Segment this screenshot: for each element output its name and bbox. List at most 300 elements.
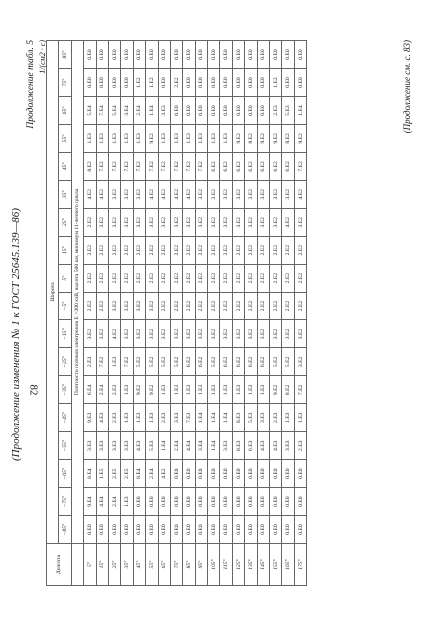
value-cell: 3.E2 bbox=[220, 180, 232, 208]
lat-header: 65° bbox=[59, 97, 71, 125]
value-cell: 6.E2 bbox=[257, 152, 269, 180]
value-cell: 9.E2 bbox=[270, 376, 282, 404]
longitude-cell: 135° bbox=[245, 544, 257, 586]
value-cell: 6.E2 bbox=[195, 348, 207, 376]
value-cell: 6.E2 bbox=[220, 348, 232, 376]
value-cell: 5.E2 bbox=[170, 348, 182, 376]
value-cell: 0.E0 bbox=[245, 69, 257, 97]
value-cell: 2.E2 bbox=[270, 292, 282, 320]
value-cell: 5.E2 bbox=[270, 348, 282, 376]
value-cell: 0.E0 bbox=[232, 97, 244, 125]
value-cell: 1.E3 bbox=[208, 124, 220, 152]
value-cell: 3.E2 bbox=[108, 180, 120, 208]
value-cell: 2.E2 bbox=[170, 292, 182, 320]
value-cell: 3.E2 bbox=[282, 320, 294, 348]
value-cell: 9.E2 bbox=[270, 124, 282, 152]
longitude-cell: 5° bbox=[84, 544, 96, 586]
value-cell: 1.E3 bbox=[245, 376, 257, 404]
value-cell: 3.E3 bbox=[282, 432, 294, 460]
value-cell: 1.E2 bbox=[146, 69, 158, 97]
value-cell: 6.E3 bbox=[245, 432, 257, 460]
value-cell: 0.E0 bbox=[108, 516, 120, 544]
value-cell: 3.E2 bbox=[183, 320, 195, 348]
value-cell: 8.E4 bbox=[84, 460, 96, 488]
value-cell: 0.E0 bbox=[183, 488, 195, 516]
value-cell: 4.E2 bbox=[158, 180, 170, 208]
value-cell: 3.E3 bbox=[158, 97, 170, 125]
value-cell: 2.E3 bbox=[108, 376, 120, 404]
value-cell: 2.E3 bbox=[158, 404, 170, 432]
value-cell: 0.E0 bbox=[158, 516, 170, 544]
value-cell: 2.E2 bbox=[146, 236, 158, 264]
value-cell: 2.E2 bbox=[294, 292, 306, 320]
value-cell: 2.E2 bbox=[294, 264, 306, 292]
value-cell: 5.E2 bbox=[146, 348, 158, 376]
value-cell: 3.E2 bbox=[232, 180, 244, 208]
value-cell: 3.E2 bbox=[270, 208, 282, 236]
value-cell: 3.E2 bbox=[121, 292, 133, 320]
table-continuation-label: Продолжение табл. 5 bbox=[26, 40, 36, 129]
value-cell: 2.E4 bbox=[96, 376, 108, 404]
value-cell: 3.E3 bbox=[220, 432, 232, 460]
value-cell: 8.E2 bbox=[84, 152, 96, 180]
value-cell: 2.E2 bbox=[245, 264, 257, 292]
value-cell: 3.E2 bbox=[232, 208, 244, 236]
value-cell: 2.E2 bbox=[282, 292, 294, 320]
value-cell: 8.E4 bbox=[133, 460, 145, 488]
value-cell: 1.E3 bbox=[170, 124, 182, 152]
value-cell: 9.E4 bbox=[84, 488, 96, 516]
longitude-cell: 155° bbox=[270, 544, 282, 586]
longitude-cell: 165° bbox=[282, 544, 294, 586]
lat-header: −25° bbox=[59, 348, 71, 376]
value-cell: 7.E2 bbox=[195, 152, 207, 180]
value-cell: 1.E3 bbox=[195, 376, 207, 404]
value-cell: 1.E3 bbox=[282, 404, 294, 432]
value-cell: 3.E2 bbox=[170, 208, 182, 236]
value-cell: 1.E4 bbox=[208, 404, 220, 432]
value-cell: 3.E2 bbox=[257, 320, 269, 348]
value-cell: 3.E2 bbox=[121, 180, 133, 208]
value-cell: 1.E3 bbox=[220, 376, 232, 404]
value-cell: 0.E0 bbox=[133, 41, 145, 69]
value-cell: 8.E3 bbox=[232, 432, 244, 460]
value-cell: 0.E0 bbox=[282, 69, 294, 97]
value-cell: 7.E2 bbox=[133, 152, 145, 180]
value-cell: 2.E2 bbox=[195, 236, 207, 264]
value-cell: 1.E3 bbox=[108, 348, 120, 376]
value-cell: 2.E2 bbox=[84, 208, 96, 236]
value-cell: 0.E0 bbox=[232, 488, 244, 516]
value-cell: 4.E3 bbox=[257, 432, 269, 460]
value-cell: 7.E2 bbox=[96, 152, 108, 180]
value-cell: 4.E2 bbox=[146, 180, 158, 208]
value-cell: 7.E2 bbox=[121, 348, 133, 376]
value-cell: 4.E4 bbox=[96, 488, 108, 516]
lat-header: 55° bbox=[59, 124, 71, 152]
value-cell: 2.E3 bbox=[270, 404, 282, 432]
value-cell: 0.E0 bbox=[96, 69, 108, 97]
value-cell: 0.E0 bbox=[220, 460, 232, 488]
value-cell: 6.E2 bbox=[232, 348, 244, 376]
value-cell: 2.E2 bbox=[183, 292, 195, 320]
units-label: 1/(см2 · с) bbox=[38, 40, 47, 74]
value-cell: 2.E2 bbox=[96, 292, 108, 320]
value-cell: 5.E3 bbox=[245, 404, 257, 432]
value-cell: 2.E2 bbox=[170, 69, 182, 97]
value-cell: 6.E2 bbox=[245, 348, 257, 376]
value-cell: 0.E0 bbox=[170, 41, 182, 69]
value-cell: 1.E5 bbox=[96, 460, 108, 488]
value-cell: 0.E0 bbox=[108, 41, 120, 69]
value-cell: 2.E2 bbox=[232, 264, 244, 292]
value-cell: 1.E3 bbox=[158, 124, 170, 152]
value-cell: 0.E0 bbox=[270, 41, 282, 69]
value-cell: 0.E0 bbox=[195, 69, 207, 97]
value-cell: 2.E2 bbox=[270, 236, 282, 264]
value-cell: 0.E0 bbox=[183, 516, 195, 544]
table-row bbox=[220, 41, 232, 586]
lat-header: 75° bbox=[59, 69, 71, 97]
value-cell: 3.E2 bbox=[84, 320, 96, 348]
value-cell: 3.E2 bbox=[245, 320, 257, 348]
lat-header: −85° bbox=[59, 516, 71, 544]
lat-header: 25° bbox=[59, 208, 71, 236]
value-cell: 0.E0 bbox=[121, 41, 133, 69]
value-cell: 3.E2 bbox=[195, 320, 207, 348]
value-cell: 2.E2 bbox=[183, 264, 195, 292]
value-cell: 1.E4 bbox=[220, 404, 232, 432]
value-cell: 0.E0 bbox=[220, 69, 232, 97]
value-cell: 1.E3 bbox=[108, 124, 120, 152]
value-cell: 2.E4 bbox=[133, 97, 145, 125]
value-cell: 1.E3 bbox=[121, 488, 133, 516]
value-cell: 2.E2 bbox=[208, 292, 220, 320]
value-cell: 3.E2 bbox=[96, 320, 108, 348]
value-cell: 0.E0 bbox=[257, 516, 269, 544]
value-cell: 0.E0 bbox=[282, 41, 294, 69]
value-cell: 2.E2 bbox=[108, 264, 120, 292]
value-cell: 2.E3 bbox=[108, 404, 120, 432]
page-number: 82 bbox=[27, 384, 40, 396]
value-cell: 0.E0 bbox=[294, 488, 306, 516]
value-cell: 4.E4 bbox=[183, 432, 195, 460]
value-cell: 2.E2 bbox=[245, 292, 257, 320]
value-cell: 0.E0 bbox=[170, 516, 182, 544]
value-cell: 2.E2 bbox=[282, 236, 294, 264]
value-cell: 6.E2 bbox=[245, 152, 257, 180]
value-cell: 4.E3 bbox=[96, 404, 108, 432]
value-cell: 1.E3 bbox=[208, 376, 220, 404]
value-cell: 2.E4 bbox=[170, 432, 182, 460]
value-cell: 0.E0 bbox=[270, 516, 282, 544]
value-cell: 0.E0 bbox=[245, 488, 257, 516]
value-cell: 3.E2 bbox=[282, 180, 294, 208]
value-cell: 3.E2 bbox=[220, 320, 232, 348]
value-cell: 2.E5 bbox=[108, 460, 120, 488]
value-cell: 2.E2 bbox=[121, 236, 133, 264]
table-row bbox=[270, 41, 282, 586]
value-cell: 3.E2 bbox=[146, 208, 158, 236]
value-cell: 0.E0 bbox=[257, 69, 269, 97]
value-cell: 0.E0 bbox=[282, 488, 294, 516]
lat-header: −35° bbox=[59, 376, 71, 404]
value-cell: 0.E0 bbox=[208, 488, 220, 516]
value-cell: 0.E0 bbox=[158, 488, 170, 516]
value-cell: 3.E2 bbox=[270, 180, 282, 208]
longitude-cell: 95° bbox=[195, 544, 207, 586]
value-cell: 2.E3 bbox=[294, 432, 306, 460]
value-cell: 3.E3 bbox=[170, 404, 182, 432]
value-cell: 0.E0 bbox=[195, 97, 207, 125]
value-cell: 0.E0 bbox=[232, 69, 244, 97]
value-cell: 7.E2 bbox=[170, 152, 182, 180]
lat-header: −55° bbox=[59, 432, 71, 460]
value-cell: 0.E0 bbox=[146, 41, 158, 69]
table-row bbox=[257, 41, 269, 586]
table-row bbox=[146, 41, 158, 586]
value-cell: 2.E4 bbox=[108, 488, 120, 516]
longitude-cell: 75° bbox=[170, 544, 182, 586]
lat-header: −5° bbox=[59, 292, 71, 320]
value-cell: 5.E3 bbox=[282, 97, 294, 125]
value-cell: 2.E2 bbox=[84, 236, 96, 264]
longitude-cell: 105° bbox=[208, 544, 220, 586]
value-cell: 0.E0 bbox=[220, 488, 232, 516]
value-cell: 0.E0 bbox=[294, 41, 306, 69]
value-cell: 0.E0 bbox=[133, 516, 145, 544]
value-cell: 0.E0 bbox=[245, 460, 257, 488]
value-cell: 1.E4 bbox=[195, 404, 207, 432]
lat-header: −65° bbox=[59, 460, 71, 488]
value-cell: 0.E0 bbox=[183, 460, 195, 488]
lat-header: 5° bbox=[59, 264, 71, 292]
value-cell: 0.E0 bbox=[294, 69, 306, 97]
longitude-cell: 55° bbox=[146, 544, 158, 586]
value-cell: 6.E2 bbox=[282, 152, 294, 180]
col-head-longitude: Долгота bbox=[47, 544, 72, 586]
table-row bbox=[245, 41, 257, 586]
value-cell: 2.E2 bbox=[257, 292, 269, 320]
value-cell: 0.E0 bbox=[170, 460, 182, 488]
flux-table bbox=[46, 40, 307, 586]
value-cell: 6.E2 bbox=[232, 152, 244, 180]
value-cell: 2.E2 bbox=[146, 264, 158, 292]
table-row bbox=[282, 41, 294, 586]
value-cell: 3.E2 bbox=[208, 208, 220, 236]
value-cell: 2.E2 bbox=[257, 236, 269, 264]
longitude-cell: 145° bbox=[257, 544, 269, 586]
table-row bbox=[183, 41, 195, 586]
value-cell: 6.E4 bbox=[84, 376, 96, 404]
value-cell: 0.E0 bbox=[208, 460, 220, 488]
value-cell: 2.E2 bbox=[220, 292, 232, 320]
table-row bbox=[108, 41, 120, 586]
value-cell: 1.E4 bbox=[146, 97, 158, 125]
value-cell: 1.E3 bbox=[220, 124, 232, 152]
table-body bbox=[47, 41, 307, 586]
value-cell: 4.E3 bbox=[133, 432, 145, 460]
value-cell: 2.E2 bbox=[133, 264, 145, 292]
value-cell: 3.E2 bbox=[183, 208, 195, 236]
value-cell: 1.E3 bbox=[84, 124, 96, 152]
value-cell: 1.E3 bbox=[232, 376, 244, 404]
value-cell: 2.E2 bbox=[208, 236, 220, 264]
table-subtitle: Плотности потоков электронов Е >300 кэВ, высота 500 км, минимум 11-летнего цикла bbox=[71, 41, 83, 544]
value-cell: 3.E2 bbox=[96, 208, 108, 236]
value-cell: 0.E0 bbox=[183, 41, 195, 69]
value-cell: 9.E2 bbox=[146, 124, 158, 152]
value-cell: 3.E2 bbox=[257, 180, 269, 208]
value-cell: 1.E3 bbox=[133, 404, 145, 432]
value-cell: 2.E2 bbox=[96, 264, 108, 292]
longitude-cell: 45° bbox=[133, 544, 145, 586]
value-cell: 6.E2 bbox=[208, 152, 220, 180]
table-row bbox=[170, 41, 182, 586]
value-cell: 0.E0 bbox=[146, 516, 158, 544]
value-cell: 3.E2 bbox=[146, 320, 158, 348]
value-cell: 7.E2 bbox=[158, 152, 170, 180]
lat-header: 15° bbox=[59, 236, 71, 264]
value-cell: 2.E3 bbox=[270, 97, 282, 125]
value-cell: 7.E2 bbox=[294, 152, 306, 180]
value-cell: 5.E3 bbox=[146, 432, 158, 460]
value-cell: 3.E2 bbox=[270, 320, 282, 348]
value-cell: 0.E0 bbox=[170, 488, 182, 516]
value-cell: 0.E0 bbox=[282, 460, 294, 488]
value-cell: 0.E0 bbox=[195, 460, 207, 488]
longitude-cell: 65° bbox=[158, 544, 170, 586]
value-cell: 2.E2 bbox=[245, 236, 257, 264]
value-cell: 3.E3 bbox=[84, 432, 96, 460]
value-cell: 0.E0 bbox=[96, 41, 108, 69]
value-cell: 0.E0 bbox=[84, 41, 96, 69]
value-cell: 4.E2 bbox=[84, 180, 96, 208]
value-cell: 2.E3 bbox=[84, 348, 96, 376]
value-cell: 0.E0 bbox=[183, 69, 195, 97]
value-cell: 2.E2 bbox=[208, 264, 220, 292]
value-cell: 1.E3 bbox=[183, 376, 195, 404]
value-cell: 0.E0 bbox=[195, 488, 207, 516]
value-cell: 7.E3 bbox=[183, 404, 195, 432]
value-cell: 3.E2 bbox=[294, 320, 306, 348]
table-row bbox=[133, 41, 145, 586]
value-cell: 0.E0 bbox=[208, 97, 220, 125]
value-cell: 0.E0 bbox=[108, 69, 120, 97]
value-cell: 1.E3 bbox=[170, 376, 182, 404]
table-row bbox=[195, 41, 207, 586]
value-cell: 0.E0 bbox=[282, 516, 294, 544]
value-cell: 1.E3 bbox=[146, 404, 158, 432]
value-cell: 3.E3 bbox=[108, 432, 120, 460]
value-cell: 3.E2 bbox=[195, 208, 207, 236]
value-cell: 0.E0 bbox=[84, 516, 96, 544]
longitude-cell: 115° bbox=[220, 544, 232, 586]
value-cell: 3.E3 bbox=[96, 432, 108, 460]
value-cell: 0.E0 bbox=[146, 488, 158, 516]
value-cell: 0.E0 bbox=[208, 69, 220, 97]
table-row bbox=[232, 41, 244, 586]
value-cell: 0.E0 bbox=[208, 516, 220, 544]
value-cell: 1.E3 bbox=[183, 124, 195, 152]
table-row bbox=[121, 41, 133, 586]
table-row bbox=[294, 41, 306, 586]
value-cell: 3.E2 bbox=[170, 320, 182, 348]
value-cell: 1.E4 bbox=[208, 432, 220, 460]
value-cell: 7.E2 bbox=[108, 152, 120, 180]
value-cell: 3.E3 bbox=[121, 432, 133, 460]
value-cell: 2.E2 bbox=[220, 264, 232, 292]
lat-header: −45° bbox=[59, 404, 71, 432]
value-cell: 0.E0 bbox=[158, 41, 170, 69]
value-cell: 2.E5 bbox=[121, 460, 133, 488]
value-cell: 7.E2 bbox=[146, 152, 158, 180]
value-cell: 5.E4 bbox=[108, 97, 120, 125]
value-cell: 1.E3 bbox=[121, 376, 133, 404]
value-cell: 0.E0 bbox=[208, 41, 220, 69]
value-cell: 4.E2 bbox=[170, 180, 182, 208]
longitude-cell: 15° bbox=[96, 544, 108, 586]
value-cell: 7.E4 bbox=[96, 97, 108, 125]
value-cell: 2.E2 bbox=[158, 264, 170, 292]
longitude-cell: 175° bbox=[294, 544, 306, 586]
value-cell: 0.E0 bbox=[232, 41, 244, 69]
value-cell: 8.E3 bbox=[232, 404, 244, 432]
value-cell: 5.E4 bbox=[84, 97, 96, 125]
value-cell: 0.E0 bbox=[121, 69, 133, 97]
table-row bbox=[158, 41, 170, 586]
lat-header: 85° bbox=[59, 41, 71, 69]
value-cell: 1.E2 bbox=[133, 69, 145, 97]
value-cell: 0.E0 bbox=[257, 460, 269, 488]
value-cell: 3.E2 bbox=[108, 292, 120, 320]
value-cell: 0.E0 bbox=[220, 516, 232, 544]
value-cell: 3.E2 bbox=[133, 320, 145, 348]
value-cell: 6.E2 bbox=[257, 348, 269, 376]
value-cell: 3.E2 bbox=[108, 208, 120, 236]
value-cell: 2.E2 bbox=[108, 236, 120, 264]
value-cell: 3.E2 bbox=[232, 320, 244, 348]
value-cell: 0.E0 bbox=[294, 460, 306, 488]
value-cell: 6.E2 bbox=[270, 152, 282, 180]
value-cell: 0.E0 bbox=[257, 488, 269, 516]
value-cell: 2.E2 bbox=[170, 236, 182, 264]
value-cell: 3.E2 bbox=[294, 348, 306, 376]
value-cell: 3.E2 bbox=[158, 208, 170, 236]
value-cell: 5.E2 bbox=[133, 348, 145, 376]
value-cell: 3.E2 bbox=[208, 180, 220, 208]
value-cell: 7.E2 bbox=[183, 152, 195, 180]
table-row bbox=[208, 41, 220, 586]
continuation-footer: (Продолжение см. с. 83) bbox=[402, 40, 412, 134]
value-cell: 0.E0 bbox=[220, 97, 232, 125]
value-cell: 2.E2 bbox=[195, 292, 207, 320]
value-cell: 4.E3 bbox=[270, 432, 282, 460]
value-cell: 2.E2 bbox=[158, 292, 170, 320]
lat-header: 45° bbox=[59, 152, 71, 180]
value-cell: 3.E4 bbox=[195, 432, 207, 460]
lat-header: −15° bbox=[59, 320, 71, 348]
value-cell: 0.E0 bbox=[257, 97, 269, 125]
value-cell: 2.E4 bbox=[146, 460, 158, 488]
value-cell: 0.E0 bbox=[270, 460, 282, 488]
value-cell: 9.E2 bbox=[294, 124, 306, 152]
value-cell: 2.E2 bbox=[232, 236, 244, 264]
value-cell: 1.E3 bbox=[257, 376, 269, 404]
value-cell: 0.E0 bbox=[245, 97, 257, 125]
value-cell: 9.E2 bbox=[257, 124, 269, 152]
value-cell: 2.E2 bbox=[282, 264, 294, 292]
